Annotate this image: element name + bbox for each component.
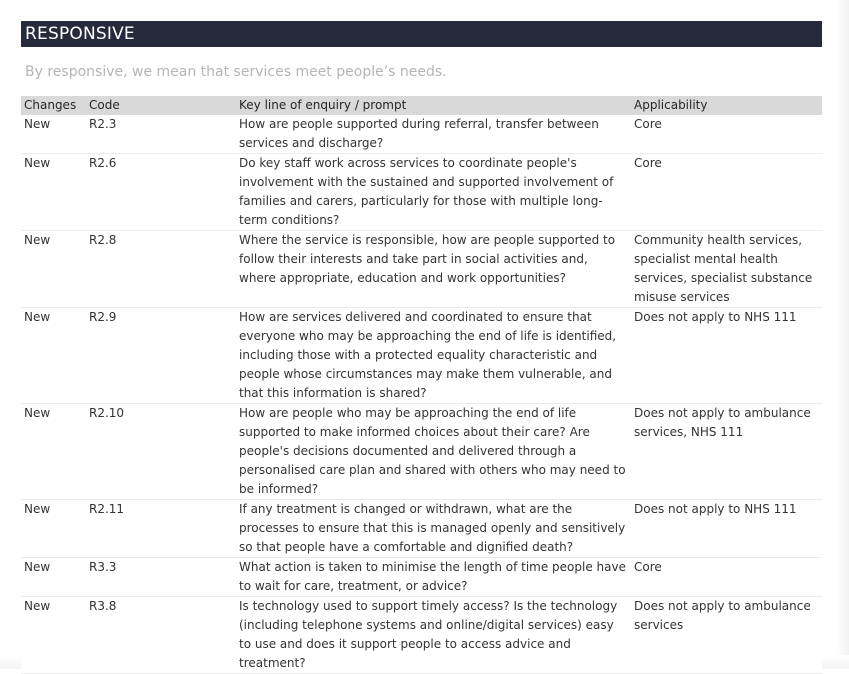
table-row <box>21 231 822 308</box>
section-intro: By responsive, we mean that services meet people’s needs. <box>25 64 447 80</box>
cell-applicability: Core <box>631 115 822 154</box>
cell-prompt: Do key staff work across services to coordinate people's involvement with the sustained and supported involvement of families and carers, particularly for those with multiple long-term conditions? <box>236 154 631 231</box>
cell-applicability: Does not apply to ambulance services <box>631 597 822 674</box>
cell-code: R2.9 <box>86 308 236 404</box>
cell-prompt: How are people who may be approaching the end of life supported to make informed choices about their care? Are people's decisions documented and delivered through a personalised care plan and shared with others who may need to be informed? <box>236 404 631 500</box>
cell-change: New <box>21 231 86 308</box>
cell-code: R2.10 <box>86 404 236 500</box>
page-edge-shadow-right <box>835 0 849 669</box>
table-row <box>21 597 822 674</box>
table-header <box>21 96 822 115</box>
cell-code: R2.3 <box>86 115 236 154</box>
table-row <box>21 154 822 231</box>
cell-prompt: Where the service is responsible, how are people supported to follow their interests and take part in social activities and, where appropriate, education and work opportunities? <box>236 231 631 308</box>
cell-applicability: Does not apply to NHS 111 <box>631 308 822 404</box>
cell-prompt: What action is taken to minimise the length of time people have to wait for care, treatment, or advice? <box>236 558 631 597</box>
cell-prompt: If any treatment is changed or withdrawn, what are the processes to ensure that this is managed openly and sensitively so that people have a comfortable and dignified death? <box>236 500 631 558</box>
cell-change: New <box>21 308 86 404</box>
cell-change: New <box>21 404 86 500</box>
table-row <box>21 500 822 558</box>
section-title: RESPONSIVE <box>21 21 822 47</box>
table-row <box>21 558 822 597</box>
cell-change: New <box>21 558 86 597</box>
cell-prompt: How are people supported during referral, transfer between services and discharge? <box>236 115 631 154</box>
cell-change: New <box>21 154 86 231</box>
table-row <box>21 308 822 404</box>
cell-change: New <box>21 597 86 674</box>
cell-applicability: Core <box>631 154 822 231</box>
table-row <box>21 115 822 154</box>
cell-prompt: How are services delivered and coordinated to ensure that everyone who may be approaching the end of life is identified, including those with a protected equality characteristic and people whose circumstances may make them vulnerable, and that this information is shared? <box>236 308 631 404</box>
cell-applicability: Does not apply to NHS 111 <box>631 500 822 558</box>
kloe-table <box>21 96 822 674</box>
header-prompt: Key line of enquiry / prompt <box>236 96 631 115</box>
cell-code: R2.6 <box>86 154 236 231</box>
header-applicability: Applicability <box>631 96 822 115</box>
table-header-row <box>21 96 822 115</box>
cell-applicability: Community health services, specialist mental health services, specialist substance misuse services <box>631 231 822 308</box>
header-code: Code <box>86 96 236 115</box>
table-body <box>21 115 822 674</box>
cell-code: R3.3 <box>86 558 236 597</box>
cell-code: R3.8 <box>86 597 236 674</box>
header-changes: Changes <box>21 96 86 115</box>
cell-prompt: Is technology used to support timely access? Is the technology (including telephone systems and online/digital services) easy to use and does it support people to access advice and treatment? <box>236 597 631 674</box>
cell-change: New <box>21 500 86 558</box>
table-row <box>21 404 822 500</box>
cell-applicability: Core <box>631 558 822 597</box>
cell-code: R2.8 <box>86 231 236 308</box>
cell-applicability: Does not apply to ambulance services, NHS 111 <box>631 404 822 500</box>
cell-change: New <box>21 115 86 154</box>
cell-code: R2.11 <box>86 500 236 558</box>
